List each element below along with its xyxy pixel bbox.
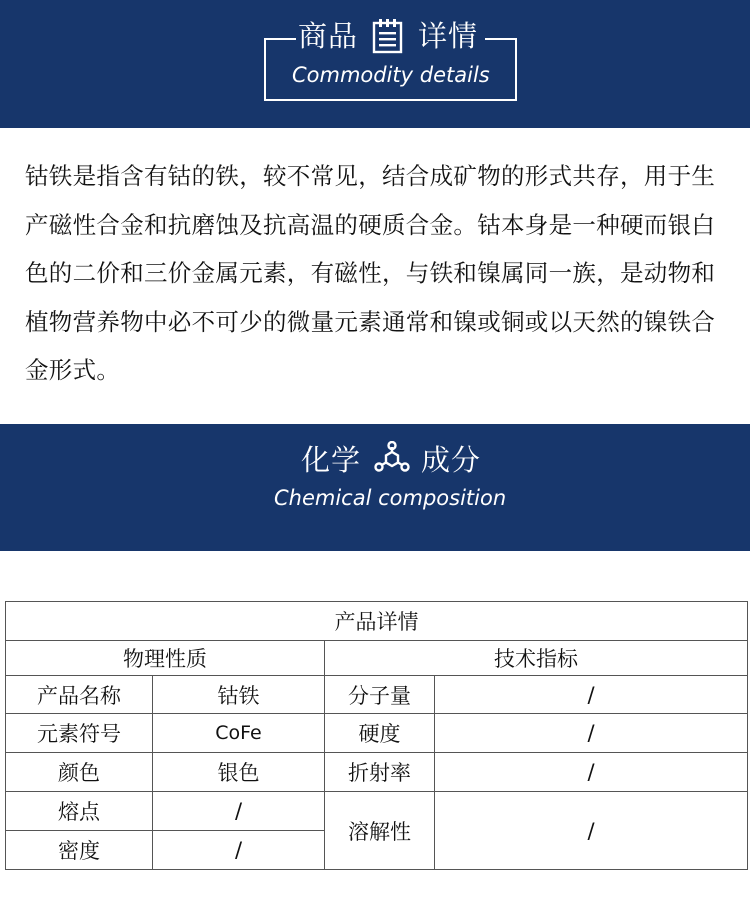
- table-row: [6, 641, 748, 676]
- property-value: /: [153, 831, 325, 870]
- molecule-icon: [372, 441, 412, 479]
- property-label: 溶解性: [325, 792, 435, 870]
- section-title-part1: 商品: [298, 19, 359, 53]
- property-value: 钴铁: [153, 676, 325, 714]
- property-value: /: [153, 792, 325, 831]
- property-value: /: [435, 676, 748, 714]
- product-description: 钴铁是指含有钴的铁，较不常见，结合成矿物的形式共存，用于生产磁性合金和抗磨蚀及抗高温的硬质合金。钴本身是一种硬而银白色的二价和三价金属元素，有磁性，与铁和镍属同一族，是动物和植物营养物中必不可少的微量元素通常和镍或铜或以天然的镍铁合金形式。: [25, 162, 716, 384]
- table-row: [6, 753, 748, 792]
- group-header-technical: 技术指标: [325, 641, 748, 676]
- table-title: 产品详情: [6, 602, 748, 641]
- group-header-physical: 物理性质: [6, 641, 325, 676]
- property-label: 分子量: [325, 676, 435, 714]
- table-row: [6, 602, 748, 641]
- table-row: [6, 676, 748, 714]
- table-row: [6, 714, 748, 753]
- title-frame: [266, 884, 519, 906]
- property-label: 元素符号: [6, 714, 153, 753]
- property-label: 颜色: [6, 753, 153, 792]
- property-label: 熔点: [6, 792, 153, 831]
- property-label: 产品名称: [6, 676, 153, 714]
- section-title-part2: 详情: [418, 19, 479, 53]
- property-value: /: [435, 792, 748, 870]
- property-value: /: [435, 753, 748, 792]
- section-subtitle: Commodity details: [292, 63, 490, 87]
- property-value: /: [435, 714, 748, 753]
- product-spec-table: [5, 601, 748, 870]
- property-label: 硬度: [325, 714, 435, 753]
- section-title-part1: 化学: [301, 443, 362, 477]
- property-label: 密度: [6, 831, 153, 870]
- chemical-composition-banner: [0, 424, 750, 551]
- section-title-part2: 成分: [421, 443, 482, 477]
- table-row: [6, 792, 748, 831]
- notepad-icon: [371, 18, 404, 54]
- section-subtitle: Chemical composition: [274, 486, 507, 510]
- property-value: CoFe: [153, 714, 325, 753]
- property-label: 折射率: [325, 753, 435, 792]
- property-value: 银色: [153, 753, 325, 792]
- commodity-details-banner: [0, 0, 750, 128]
